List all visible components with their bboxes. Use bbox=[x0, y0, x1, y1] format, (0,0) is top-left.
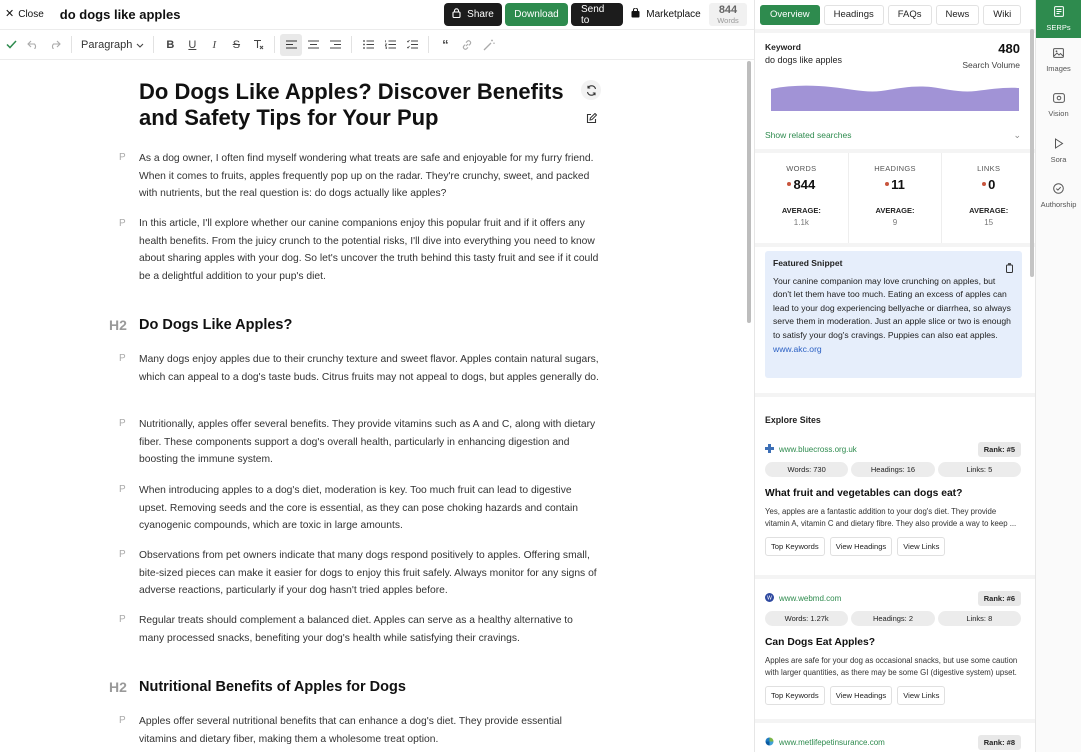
status-dot-icon bbox=[982, 182, 986, 186]
snippet-source-link[interactable]: www.akc.org bbox=[773, 344, 822, 355]
italic-icon[interactable]: I bbox=[212, 38, 217, 51]
strikethrough-icon[interactable]: S bbox=[232, 38, 241, 51]
word-count-label: Words bbox=[717, 15, 739, 25]
site-url-link[interactable] bbox=[765, 737, 885, 748]
site-links: Links: 5 bbox=[938, 462, 1021, 477]
eye-icon bbox=[1053, 93, 1065, 105]
site-url-link[interactable] bbox=[765, 444, 857, 455]
paragraph-tag: P bbox=[119, 614, 126, 625]
toolbar-divider bbox=[71, 36, 72, 53]
keyword-label: Keyword bbox=[765, 42, 801, 52]
top-keywords-button[interactable]: Top Keywords bbox=[765, 686, 825, 705]
numbered-list-icon[interactable] bbox=[379, 34, 401, 56]
search-volume-label: Search Volume bbox=[962, 60, 1020, 70]
rail-item-label: Vision bbox=[1048, 109, 1069, 118]
stat-avg-value: 1.1k bbox=[793, 218, 809, 227]
paragraph-tag: P bbox=[119, 484, 126, 495]
toolbar-divider bbox=[153, 36, 154, 53]
toolbar-divider bbox=[274, 36, 275, 53]
site-result bbox=[765, 591, 1021, 705]
list-doc-icon bbox=[1054, 6, 1064, 19]
stat-label: LINKS bbox=[977, 164, 1001, 173]
align-left-icon[interactable] bbox=[280, 34, 302, 56]
site-actions bbox=[765, 686, 1021, 705]
site-stats bbox=[765, 611, 1021, 626]
close-label: Close bbox=[18, 8, 44, 20]
bullet-list-icon[interactable] bbox=[357, 34, 379, 56]
rail-item-sora[interactable] bbox=[1036, 128, 1081, 173]
site-url-link[interactable] bbox=[765, 593, 841, 604]
site-words: Words: 730 bbox=[765, 462, 848, 477]
heading-tag: H2 bbox=[109, 679, 127, 695]
check-circle-icon bbox=[1053, 183, 1064, 196]
serp-panel bbox=[754, 0, 1035, 752]
bold-icon[interactable]: B bbox=[166, 38, 175, 51]
undo-icon[interactable] bbox=[22, 34, 44, 56]
checklist-icon[interactable] bbox=[401, 34, 423, 56]
editor-scrollbar[interactable] bbox=[747, 61, 751, 323]
edit-icon[interactable] bbox=[581, 108, 601, 128]
stat-label: HEADINGS bbox=[874, 164, 916, 173]
chevron-down-icon bbox=[136, 39, 144, 51]
svg-text:W: W bbox=[767, 594, 772, 601]
show-related-searches[interactable]: Show related searches bbox=[765, 130, 852, 140]
panel-scrollbar[interactable] bbox=[1030, 29, 1034, 277]
refresh-icon[interactable] bbox=[581, 80, 601, 100]
stat-avg-label: AVERAGE: bbox=[969, 206, 1009, 215]
word-count-box bbox=[709, 3, 747, 26]
snippet-text: Your canine companion may love crunching on apples, but don't let them have too much. Eating an excess of apples can lead to your dog experiencing bellyache or diarrhea, so always serve them in moderation. Just an apple slice or two is enough to satisfy your dog's cravings. Puppies can also eat apples. bbox=[773, 276, 1011, 340]
lock-icon bbox=[452, 8, 461, 21]
tab-wiki[interactable]: Wiki bbox=[983, 5, 1021, 25]
bag-icon bbox=[631, 8, 640, 21]
snippet-title: Featured Snippet bbox=[773, 258, 843, 268]
tab-news[interactable]: News bbox=[936, 5, 980, 25]
heading-2[interactable]: Do Dogs Like Apples? bbox=[139, 317, 293, 333]
view-headings-button[interactable]: View Headings bbox=[830, 686, 893, 705]
paragraph[interactable]: Regular treats should complement a balanced diet. Apples can serve as a healthy alternative to many processed snacks, benefiting your dog's health while satisfying their cravings. bbox=[139, 615, 573, 644]
stat-words bbox=[755, 153, 849, 243]
featured-snippet-card bbox=[755, 247, 1035, 393]
explore-sites-card bbox=[755, 397, 1035, 575]
site-stats bbox=[765, 462, 1021, 477]
site-url: www.metlifepetinsurance.com bbox=[779, 737, 885, 747]
paragraph[interactable]: Many dogs enjoy apples due to their crunchy texture and sweet flavor. Apples contain natural sugars, which can appeal to a dog's taste buds. Citrus fruits may not appeal to dogs, but apples generally do. bbox=[139, 354, 599, 383]
rail-item-authorship[interactable] bbox=[1036, 173, 1081, 218]
site-headings: Headings: 16 bbox=[851, 462, 934, 477]
paragraph[interactable]: Nutritionally, apples offer several benefits. They provide vitamins such as A and C, along with dietary fiber. These components support a dog's overall health, particularly in enhancing digestion and boosting the immune system. bbox=[139, 419, 596, 466]
stat-avg-value: 15 bbox=[984, 218, 994, 227]
magic-wand-icon[interactable] bbox=[478, 34, 500, 56]
paragraph-tag: P bbox=[119, 715, 126, 726]
tab-headings[interactable]: Headings bbox=[824, 5, 884, 25]
copy-icon[interactable] bbox=[1005, 260, 1014, 269]
redo-icon[interactable] bbox=[44, 34, 66, 56]
view-headings-button[interactable]: View Headings bbox=[830, 537, 893, 556]
paragraph-tag: P bbox=[119, 152, 126, 163]
rank-badge: Rank: #8 bbox=[978, 735, 1021, 750]
site-actions bbox=[765, 537, 1021, 556]
keyword-value: do dogs like apples bbox=[765, 55, 843, 65]
tool-rail bbox=[1035, 0, 1081, 752]
close-button[interactable] bbox=[5, 9, 44, 20]
paragraph-tag: P bbox=[119, 549, 126, 560]
link-icon[interactable] bbox=[456, 34, 478, 56]
explore-sites-card bbox=[755, 579, 1035, 719]
stat-value: 0 bbox=[988, 177, 996, 192]
paragraph[interactable]: When introducing apples to a dog's diet, moderation is key. Too much fruit can lead to digestive upset. Removing seeds and the core is essential, as they can pose choking hazards and contain cyanogenic compounds, which are toxic in large amounts. bbox=[139, 485, 579, 532]
toolbar-divider bbox=[351, 36, 352, 53]
featured-snippet bbox=[765, 251, 1022, 378]
site-result bbox=[765, 735, 1021, 749]
play-icon bbox=[1054, 138, 1064, 151]
stat-links bbox=[942, 153, 1035, 243]
check-icon[interactable] bbox=[0, 34, 22, 56]
top-actions bbox=[444, 3, 747, 26]
stat-avg-label: AVERAGE: bbox=[875, 206, 915, 215]
explore-sites-card bbox=[755, 723, 1035, 752]
format-toolbar bbox=[0, 29, 754, 60]
stat-value: 844 bbox=[793, 177, 816, 192]
search-trend-sparkline bbox=[771, 81, 1019, 111]
site-description: Apples are safe for your dog as occasional snacks, but use some caution with larger quantities, as there may be some GI (digestive system) upset. bbox=[765, 656, 1018, 677]
keyword-card bbox=[755, 33, 1035, 149]
rail-item-serps[interactable] bbox=[1036, 0, 1081, 38]
paragraph[interactable]: As a dog owner, I often find myself wondering what treats are safe and enjoyable for my furry friend. When it comes to fruits, apples frequently pop up on the radar. They're crunchy, sweet, and packed with nutrients, but the real question is: do dogs actually like apples? bbox=[139, 153, 594, 200]
status-dot-icon bbox=[885, 182, 889, 186]
site-words: Words: 1.27k bbox=[765, 611, 848, 626]
close-icon: ✕ bbox=[5, 7, 15, 20]
rail-item-images[interactable] bbox=[1036, 38, 1081, 83]
stat-value: 11 bbox=[891, 177, 905, 192]
top-bar bbox=[0, 0, 754, 28]
bluecross-favicon-icon bbox=[765, 444, 774, 455]
stat-headings bbox=[849, 153, 943, 243]
search-volume: 480 bbox=[998, 41, 1020, 56]
paragraph[interactable]: In this article, I'll explore whether our canine companions enjoy this popular fruit and if it offers any health benefits. From the juicy crunch to the potential risks, I'll dive into everything you need to know about sharing apples with your dog. So let's uncover the truth behind this tasty fruit and see if it could be a delightful addition to your pup's diet. bbox=[139, 218, 599, 282]
tab-overview[interactable]: Overview bbox=[760, 5, 820, 25]
article-title[interactable]: Do Dogs Like Apples? Discover Benefits and Safety Tips for Your Pup bbox=[139, 79, 564, 130]
paragraph[interactable]: Apples offer several nutritional benefits that can enhance a dog's diet. They provide essential vitamins and dietary fiber, making them a wholesome treat option. bbox=[139, 716, 562, 745]
paragraph-tag: P bbox=[119, 353, 126, 364]
top-keywords-button[interactable]: Top Keywords bbox=[765, 537, 825, 556]
tab-faqs[interactable]: FAQs bbox=[888, 5, 932, 25]
share-label: Share bbox=[467, 9, 494, 20]
underline-icon[interactable]: U bbox=[188, 38, 197, 51]
paragraph-tag: P bbox=[119, 418, 126, 429]
share-button[interactable] bbox=[444, 3, 502, 26]
toolbar-divider bbox=[428, 36, 429, 53]
image-icon bbox=[1053, 48, 1064, 60]
explore-sites-title: Explore Sites bbox=[765, 415, 821, 425]
send-to-button[interactable]: Send to bbox=[571, 3, 623, 26]
align-right-icon[interactable] bbox=[324, 34, 346, 56]
view-links-button[interactable]: View Links bbox=[897, 537, 945, 556]
clear-format-icon[interactable] bbox=[247, 34, 269, 56]
site-headings: Headings: 2 bbox=[851, 611, 934, 626]
paragraph-select-value: Paragraph bbox=[81, 38, 133, 51]
paragraph-tag: P bbox=[119, 218, 126, 229]
site-url: www.bluecross.org.uk bbox=[779, 444, 857, 454]
chevron-down-icon[interactable]: ⌄ bbox=[1013, 130, 1021, 140]
view-links-button[interactable]: View Links bbox=[897, 686, 945, 705]
paragraph-select[interactable] bbox=[77, 39, 148, 51]
panel-tabs bbox=[755, 0, 1035, 29]
marketplace-button[interactable] bbox=[626, 3, 706, 26]
align-center-icon[interactable] bbox=[302, 34, 324, 56]
quote-icon[interactable]: “ bbox=[442, 37, 449, 52]
site-title[interactable]: Can Dogs Eat Apples? bbox=[765, 637, 876, 648]
site-url: www.webmd.com bbox=[779, 593, 842, 603]
rail-item-vision[interactable] bbox=[1036, 83, 1081, 128]
rank-badge: Rank: #6 bbox=[978, 591, 1021, 606]
content-stats bbox=[755, 153, 1035, 243]
rail-item-label: SERPs bbox=[1046, 23, 1071, 32]
stat-label: WORDS bbox=[786, 164, 817, 173]
site-description: Yes, apples are a fantastic addition to your dog's diet. They provide vitamin A, vitamin C and dietary fibre. They also provide a way to keep ... bbox=[765, 507, 1017, 528]
word-count: 844 bbox=[718, 3, 738, 16]
stat-avg-label: AVERAGE: bbox=[781, 206, 821, 215]
status-dot-icon bbox=[787, 182, 791, 186]
paragraph[interactable]: Observations from pet owners indicate that many dogs respond positively to apples. Offering small, bite-sized pieces can make it easier for dogs to enjoy this fruit safely. Always monitor for any signs of adverse reactions, particularly if your dog hasn't tried apples before. bbox=[139, 550, 597, 597]
metlife-favicon-icon bbox=[765, 737, 774, 748]
download-button[interactable]: Download bbox=[505, 3, 568, 26]
heading-tag: H2 bbox=[109, 317, 127, 333]
webmd-favicon-icon bbox=[765, 593, 774, 604]
marketplace-label: Marketplace bbox=[646, 9, 701, 20]
heading-2[interactable]: Nutritional Benefits of Apples for Dogs bbox=[139, 679, 406, 695]
rail-item-label: Authorship bbox=[1040, 199, 1077, 209]
stat-avg-value: 9 bbox=[892, 218, 898, 227]
rank-badge: Rank: #5 bbox=[978, 442, 1021, 457]
rail-item-label: Images bbox=[1046, 64, 1071, 73]
document-title[interactable]: do dogs like apples bbox=[59, 6, 181, 22]
site-links: Links: 8 bbox=[938, 611, 1021, 626]
rail-item-label: Sora bbox=[1050, 154, 1067, 164]
editor-canvas[interactable] bbox=[0, 61, 754, 752]
site-result bbox=[765, 442, 1021, 556]
site-title[interactable]: What fruit and vegetables can dogs eat? bbox=[765, 488, 963, 499]
